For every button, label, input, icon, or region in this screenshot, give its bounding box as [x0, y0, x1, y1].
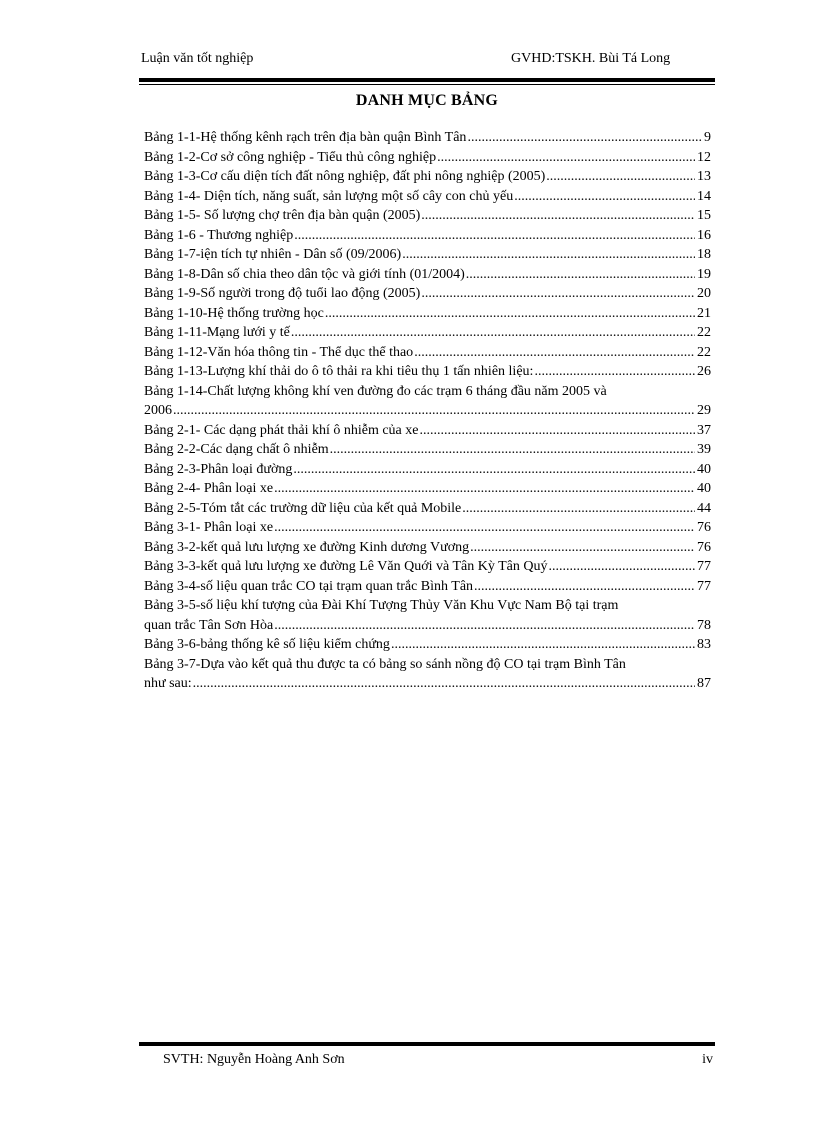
toc-entry-label: 2006 — [144, 403, 172, 418]
toc-entry-page: 22 — [697, 325, 711, 340]
toc-leader-dots — [325, 304, 695, 324]
toc-entry-page: 40 — [697, 481, 711, 496]
toc-entry-page: 20 — [697, 286, 711, 301]
toc-entry-line[interactable]: Bảng 3-5-số liệu khí tượng của Đài Khí Tượng Thủy Văn Khu Vực Nam Bộ tại trạm — [144, 598, 619, 613]
toc-entry[interactable] — [144, 401, 711, 421]
toc-entry-label: Bảng 1-8-Dân số chia theo dân tộc và giới tính (01/2004) — [144, 266, 465, 282]
toc-entry-label: Bảng 1-5- Số lượng chợ trên địa bàn quận (2005) — [144, 208, 421, 223]
toc-entry-page: 18 — [697, 247, 711, 262]
toc-entry-page: 83 — [697, 637, 711, 652]
toc-entry[interactable] — [144, 616, 711, 636]
toc-entry[interactable] — [144, 440, 711, 460]
toc-entry-page: 19 — [697, 266, 711, 282]
toc-entry-label: Bảng 2-1- Các dạng phát thải khí ô nhiễm của xe — [144, 422, 419, 438]
toc-entry-label: Bảng 2-4- Phân loại xe — [144, 481, 274, 496]
toc-entry-label: quan trắc Tân Sơn Hòa — [144, 617, 274, 633]
toc-entry-label: Bảng 2-5-Tóm tắt các trường dữ liệu của kết quả Mobile — [144, 500, 462, 516]
toc-entry[interactable] — [144, 128, 711, 148]
toc-leader-dots — [421, 284, 695, 304]
toc-entry-page: 21 — [697, 305, 711, 321]
toc-leader-dots — [173, 401, 695, 421]
toc-entry-page: 9 — [704, 130, 711, 145]
toc-leader-dots — [437, 148, 695, 168]
toc-entry-line[interactable]: Bảng 3-7-Dựa vào kết quả thu được ta có bảng so sánh nồng độ CO tại trạm Bình Tân — [144, 656, 626, 672]
toc-leader-dots — [274, 479, 695, 499]
toc-entry-page: 77 — [697, 559, 711, 574]
toc-entry-label: Bảng 2-3-Phân loại đường — [144, 461, 293, 477]
toc-leader-dots — [470, 538, 695, 558]
toc-entry[interactable] — [144, 245, 711, 265]
toc-leader-dots — [419, 421, 695, 441]
toc-entry[interactable] — [144, 577, 711, 597]
toc-entry-label: Bảng 1-13-Lượng khí thải do ô tô thải ra khi tiêu thụ 1 tấn nhiên liệu: — [144, 364, 534, 379]
toc-entry-label: Bảng 3-2-kết quả lưu lượng xe đường Kinh dương Vương — [144, 539, 470, 555]
toc-entry-label: Bảng 3-4-số liệu quan trắc CO tại trạm quan trắc Bình Tân — [144, 578, 474, 594]
toc-leader-dots — [534, 362, 695, 382]
footer-rule — [139, 1042, 715, 1046]
toc-leader-dots — [193, 674, 695, 694]
toc-entry-label: Bảng 1-1-Hệ thống kênh rạch trên địa bàn quận Bình Tân — [144, 130, 467, 145]
header-advisor: GVHD:TSKH. Bùi Tá Long — [511, 51, 671, 66]
header-rule — [139, 78, 715, 82]
page-title: DANH MỤC BẢNG — [355, 92, 499, 109]
toc-entry-label: như sau: — [144, 676, 192, 691]
toc-leader-dots — [474, 577, 695, 597]
toc-entry-page: 16 — [697, 227, 711, 243]
toc-leader-dots — [391, 635, 695, 655]
header-rule-thin — [139, 84, 715, 85]
toc-entry-page: 12 — [697, 149, 711, 165]
toc-entry-label: Bảng 1-3-Cơ cấu diện tích đất nông nghiệp, đất phi nông nghiệp (2005) — [144, 169, 546, 184]
toc-entry-page: 76 — [697, 520, 711, 535]
toc-entry[interactable] — [144, 499, 711, 519]
toc-entry[interactable] — [144, 226, 711, 246]
toc-entry-label: Bảng 1-4- Diện tích, năng suất, sản lượng một số cây con chủ yếu — [144, 188, 514, 204]
toc-entry[interactable] — [144, 460, 711, 480]
toc-entry[interactable] — [144, 674, 711, 694]
toc-leader-dots — [293, 460, 695, 480]
toc-entry[interactable] — [144, 343, 711, 363]
table-list — [144, 128, 711, 694]
footer-page-number: iv — [702, 1052, 713, 1067]
toc-entry[interactable] — [144, 304, 711, 324]
toc-entry[interactable] — [144, 538, 711, 558]
toc-entry-label: Bảng 1-12-Văn hóa thông tin - Thể dục thể thao — [144, 344, 414, 360]
toc-entry[interactable] — [144, 362, 711, 382]
toc-entry[interactable] — [144, 479, 711, 499]
toc-entry-page: 44 — [697, 500, 711, 516]
toc-entry-label: Bảng 3-6-bảng thống kê số liệu kiểm chứng — [144, 637, 390, 652]
toc-entry[interactable] — [144, 518, 711, 538]
toc-entry-page: 77 — [697, 578, 711, 594]
toc-entry-label: Bảng 1-11-Mạng lưới y tế — [144, 325, 290, 340]
toc-entry[interactable] — [144, 265, 711, 285]
toc-entry-line[interactable]: Bảng 1-14-Chất lượng không khí ven đường đo các trạm 6 tháng đầu năm 2005 và — [144, 383, 607, 399]
footer-student: SVTH: Nguyễn Hoàng Anh Sơn — [163, 1052, 345, 1067]
toc-entry[interactable] — [144, 167, 711, 187]
toc-entry-label: Bảng 1-6 - Thương nghiệp — [144, 227, 294, 243]
toc-entry-page: 29 — [697, 403, 711, 418]
toc-entry[interactable] — [144, 187, 711, 207]
toc-entry[interactable] — [144, 557, 711, 577]
toc-entry-label: Bảng 1-9-Số người trong độ tuổi lao động (2005) — [144, 286, 421, 301]
toc-entry-page: 15 — [697, 208, 711, 223]
toc-leader-dots — [466, 265, 695, 285]
toc-leader-dots — [294, 226, 695, 246]
toc-entry[interactable] — [144, 421, 711, 441]
toc-entry-page: 76 — [697, 539, 711, 555]
toc-entry-page: 26 — [697, 364, 711, 379]
toc-leader-dots — [421, 206, 695, 226]
toc-entry-page: 13 — [697, 169, 711, 184]
toc-leader-dots — [402, 245, 695, 265]
toc-leader-dots — [274, 518, 695, 538]
toc-entry[interactable] — [144, 323, 711, 343]
toc-entry-label: Bảng 1-10-Hệ thống trường học — [144, 305, 324, 321]
toc-leader-dots — [514, 187, 695, 207]
toc-leader-dots — [548, 557, 695, 577]
toc-leader-dots — [546, 167, 695, 187]
toc-entry-label: Bảng 3-3-kết quả lưu lượng xe đường Lê Văn Quới và Tân Kỳ Tân Quý — [144, 559, 548, 574]
toc-entry-page: 87 — [697, 676, 711, 691]
toc-entry[interactable] — [144, 284, 711, 304]
header-thesis-label: Luận văn tốt nghiệp — [141, 51, 254, 66]
toc-entry-page: 14 — [697, 188, 711, 204]
toc-entry-label: Bảng 3-1- Phân loại xe — [144, 520, 274, 535]
toc-entry-page: 22 — [697, 344, 711, 360]
toc-leader-dots — [330, 440, 695, 460]
toc-leader-dots — [291, 323, 695, 343]
toc-leader-dots — [462, 499, 695, 519]
toc-leader-dots — [467, 128, 702, 148]
toc-entry-label: Bảng 2-2-Các dạng chất ô nhiễm — [144, 442, 329, 457]
toc-leader-dots — [414, 343, 695, 363]
toc-entry[interactable] — [144, 635, 711, 655]
toc-entry[interactable] — [144, 206, 711, 226]
toc-entry-page: 78 — [697, 617, 711, 633]
toc-entry-page: 37 — [697, 422, 711, 438]
toc-entry-label: Bảng 1-2-Cơ sở công nghiệp - Tiểu thủ công nghiệp — [144, 149, 437, 165]
toc-leader-dots — [274, 616, 695, 636]
toc-entry[interactable] — [144, 148, 711, 168]
toc-entry-label: Bảng 1-7-iện tích tự nhiên - Dân số (09/2006) — [144, 247, 402, 262]
toc-entry-page: 40 — [697, 461, 711, 477]
toc-entry-page: 39 — [697, 442, 711, 457]
